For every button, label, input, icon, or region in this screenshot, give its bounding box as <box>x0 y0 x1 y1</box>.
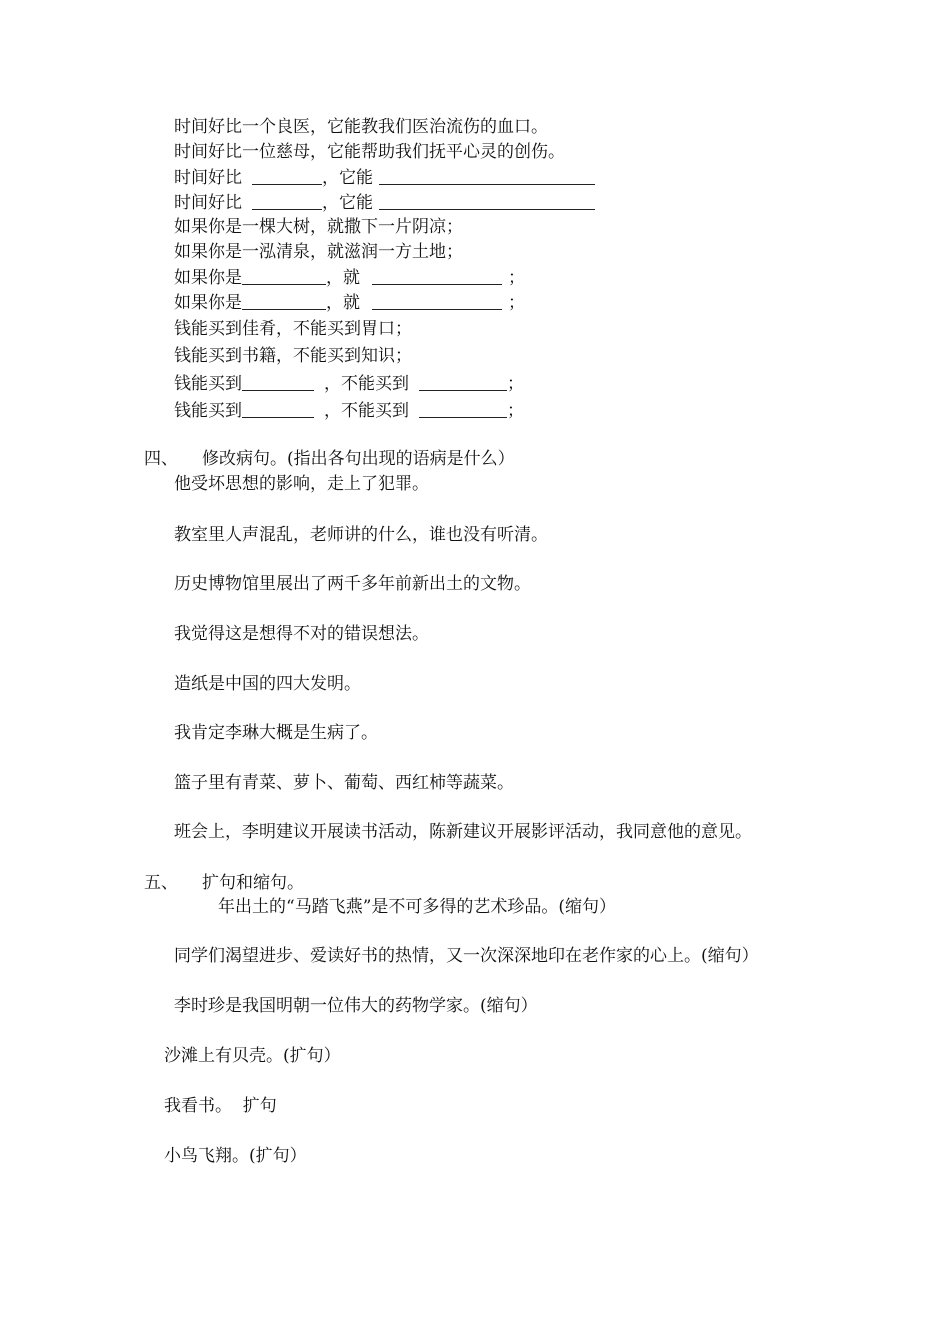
end-punctuation: ； <box>507 401 524 421</box>
connector-text: ，就 <box>326 293 360 313</box>
prefix-text: 钱能买到 <box>174 401 242 421</box>
section-4-title: 修改病句。(指出各句出现的语病是什么） <box>202 449 515 469</box>
connector-text: ，不能买到 <box>324 401 409 421</box>
fill-sentence-money-1 <box>174 372 524 395</box>
section-4-number: 四、 <box>144 449 178 469</box>
faulty-sentence-3: 历史博物馆里展出了两千多年前新出土的文物。 <box>174 574 531 594</box>
end-punctuation: ； <box>507 374 524 394</box>
fill-sentence-time-1 <box>174 166 595 189</box>
prefix-text: 如果你是 <box>174 268 242 288</box>
example-sentence-money-1: 钱能买到佳肴，不能买到胃口； <box>174 319 412 339</box>
exercise-sentence-2: 同学们渴望进步、爱读好书的热情，又一次深深地印在老作家的心上。(缩句） <box>174 946 759 966</box>
exercise-sentence-5: 我看书。 扩句 <box>164 1096 277 1116</box>
fill-sentence-time-2 <box>174 191 595 214</box>
end-punctuation: ； <box>508 293 525 313</box>
connector-text: ，它能 <box>322 168 373 188</box>
blank-field[interactable] <box>372 291 502 310</box>
faulty-sentence-2: 教室里人声混乱，老师讲的什么，谁也没有听清。 <box>174 525 548 545</box>
faulty-sentence-1: 他受坏思想的影响，走上了犯罪。 <box>174 474 429 494</box>
blank-field[interactable] <box>242 266 326 285</box>
prefix-text: 钱能买到 <box>174 374 242 394</box>
exercise-sentence-3: 李时珍是我国明朝一位伟大的药物学家。(缩句） <box>174 996 538 1016</box>
blank-field[interactable] <box>379 191 595 210</box>
example-sentence-if-1: 如果你是一棵大树，就撒下一片阴凉； <box>174 217 463 237</box>
connector-text: ，它能 <box>322 193 373 213</box>
connector-text: ，就 <box>326 268 360 288</box>
prefix-text: 时间好比 <box>174 193 242 213</box>
faulty-sentence-6: 我肯定李琳大概是生病了。 <box>174 723 378 743</box>
blank-field[interactable] <box>419 399 507 418</box>
blank-field[interactable] <box>252 166 322 185</box>
blank-field[interactable] <box>252 191 322 210</box>
exercise-sentence-6: 小鸟飞翔。(扩句） <box>164 1146 307 1166</box>
faulty-sentence-5: 造纸是中国的四大发明。 <box>174 674 361 694</box>
example-sentence-money-2: 钱能买到书籍，不能买到知识； <box>174 346 412 366</box>
section-5-number: 五、 <box>144 873 178 893</box>
example-sentence-time-2: 时间好比一位慈母，它能帮助我们抚平心灵的创伤。 <box>174 142 565 162</box>
blank-field[interactable] <box>372 266 502 285</box>
exercise-sentence-1: 年出土的“马踏飞燕”是不可多得的艺术珍品。(缩句） <box>218 897 617 917</box>
connector-text: ，不能买到 <box>324 374 409 394</box>
example-sentence-if-2: 如果你是一泓清泉，就滋润一方土地； <box>174 242 463 262</box>
faulty-sentence-8: 班会上，李明建议开展读书活动，陈新建议开展影评活动，我同意他的意见。 <box>174 822 752 842</box>
fill-sentence-money-2 <box>174 399 524 422</box>
prefix-text: 如果你是 <box>174 293 242 313</box>
blank-field[interactable] <box>242 291 326 310</box>
blank-field[interactable] <box>242 372 314 391</box>
faulty-sentence-7: 篮子里有青菜、萝卜、葡萄、西红柿等蔬菜。 <box>174 773 514 793</box>
blank-field[interactable] <box>379 166 595 185</box>
prefix-text: 时间好比 <box>174 168 242 188</box>
faulty-sentence-4: 我觉得这是想得不对的错误想法。 <box>174 624 429 644</box>
exercise-sentence-4: 沙滩上有贝壳。(扩句） <box>164 1046 341 1066</box>
blank-field[interactable] <box>419 372 507 391</box>
fill-sentence-if-2 <box>174 291 525 314</box>
example-sentence-time-1: 时间好比一个良医，它能教我们医治流伤的血口。 <box>174 117 548 137</box>
section-5-title: 扩句和缩句。 <box>202 873 304 893</box>
blank-field[interactable] <box>242 399 314 418</box>
end-punctuation: ； <box>508 268 525 288</box>
fill-sentence-if-1 <box>174 266 525 289</box>
